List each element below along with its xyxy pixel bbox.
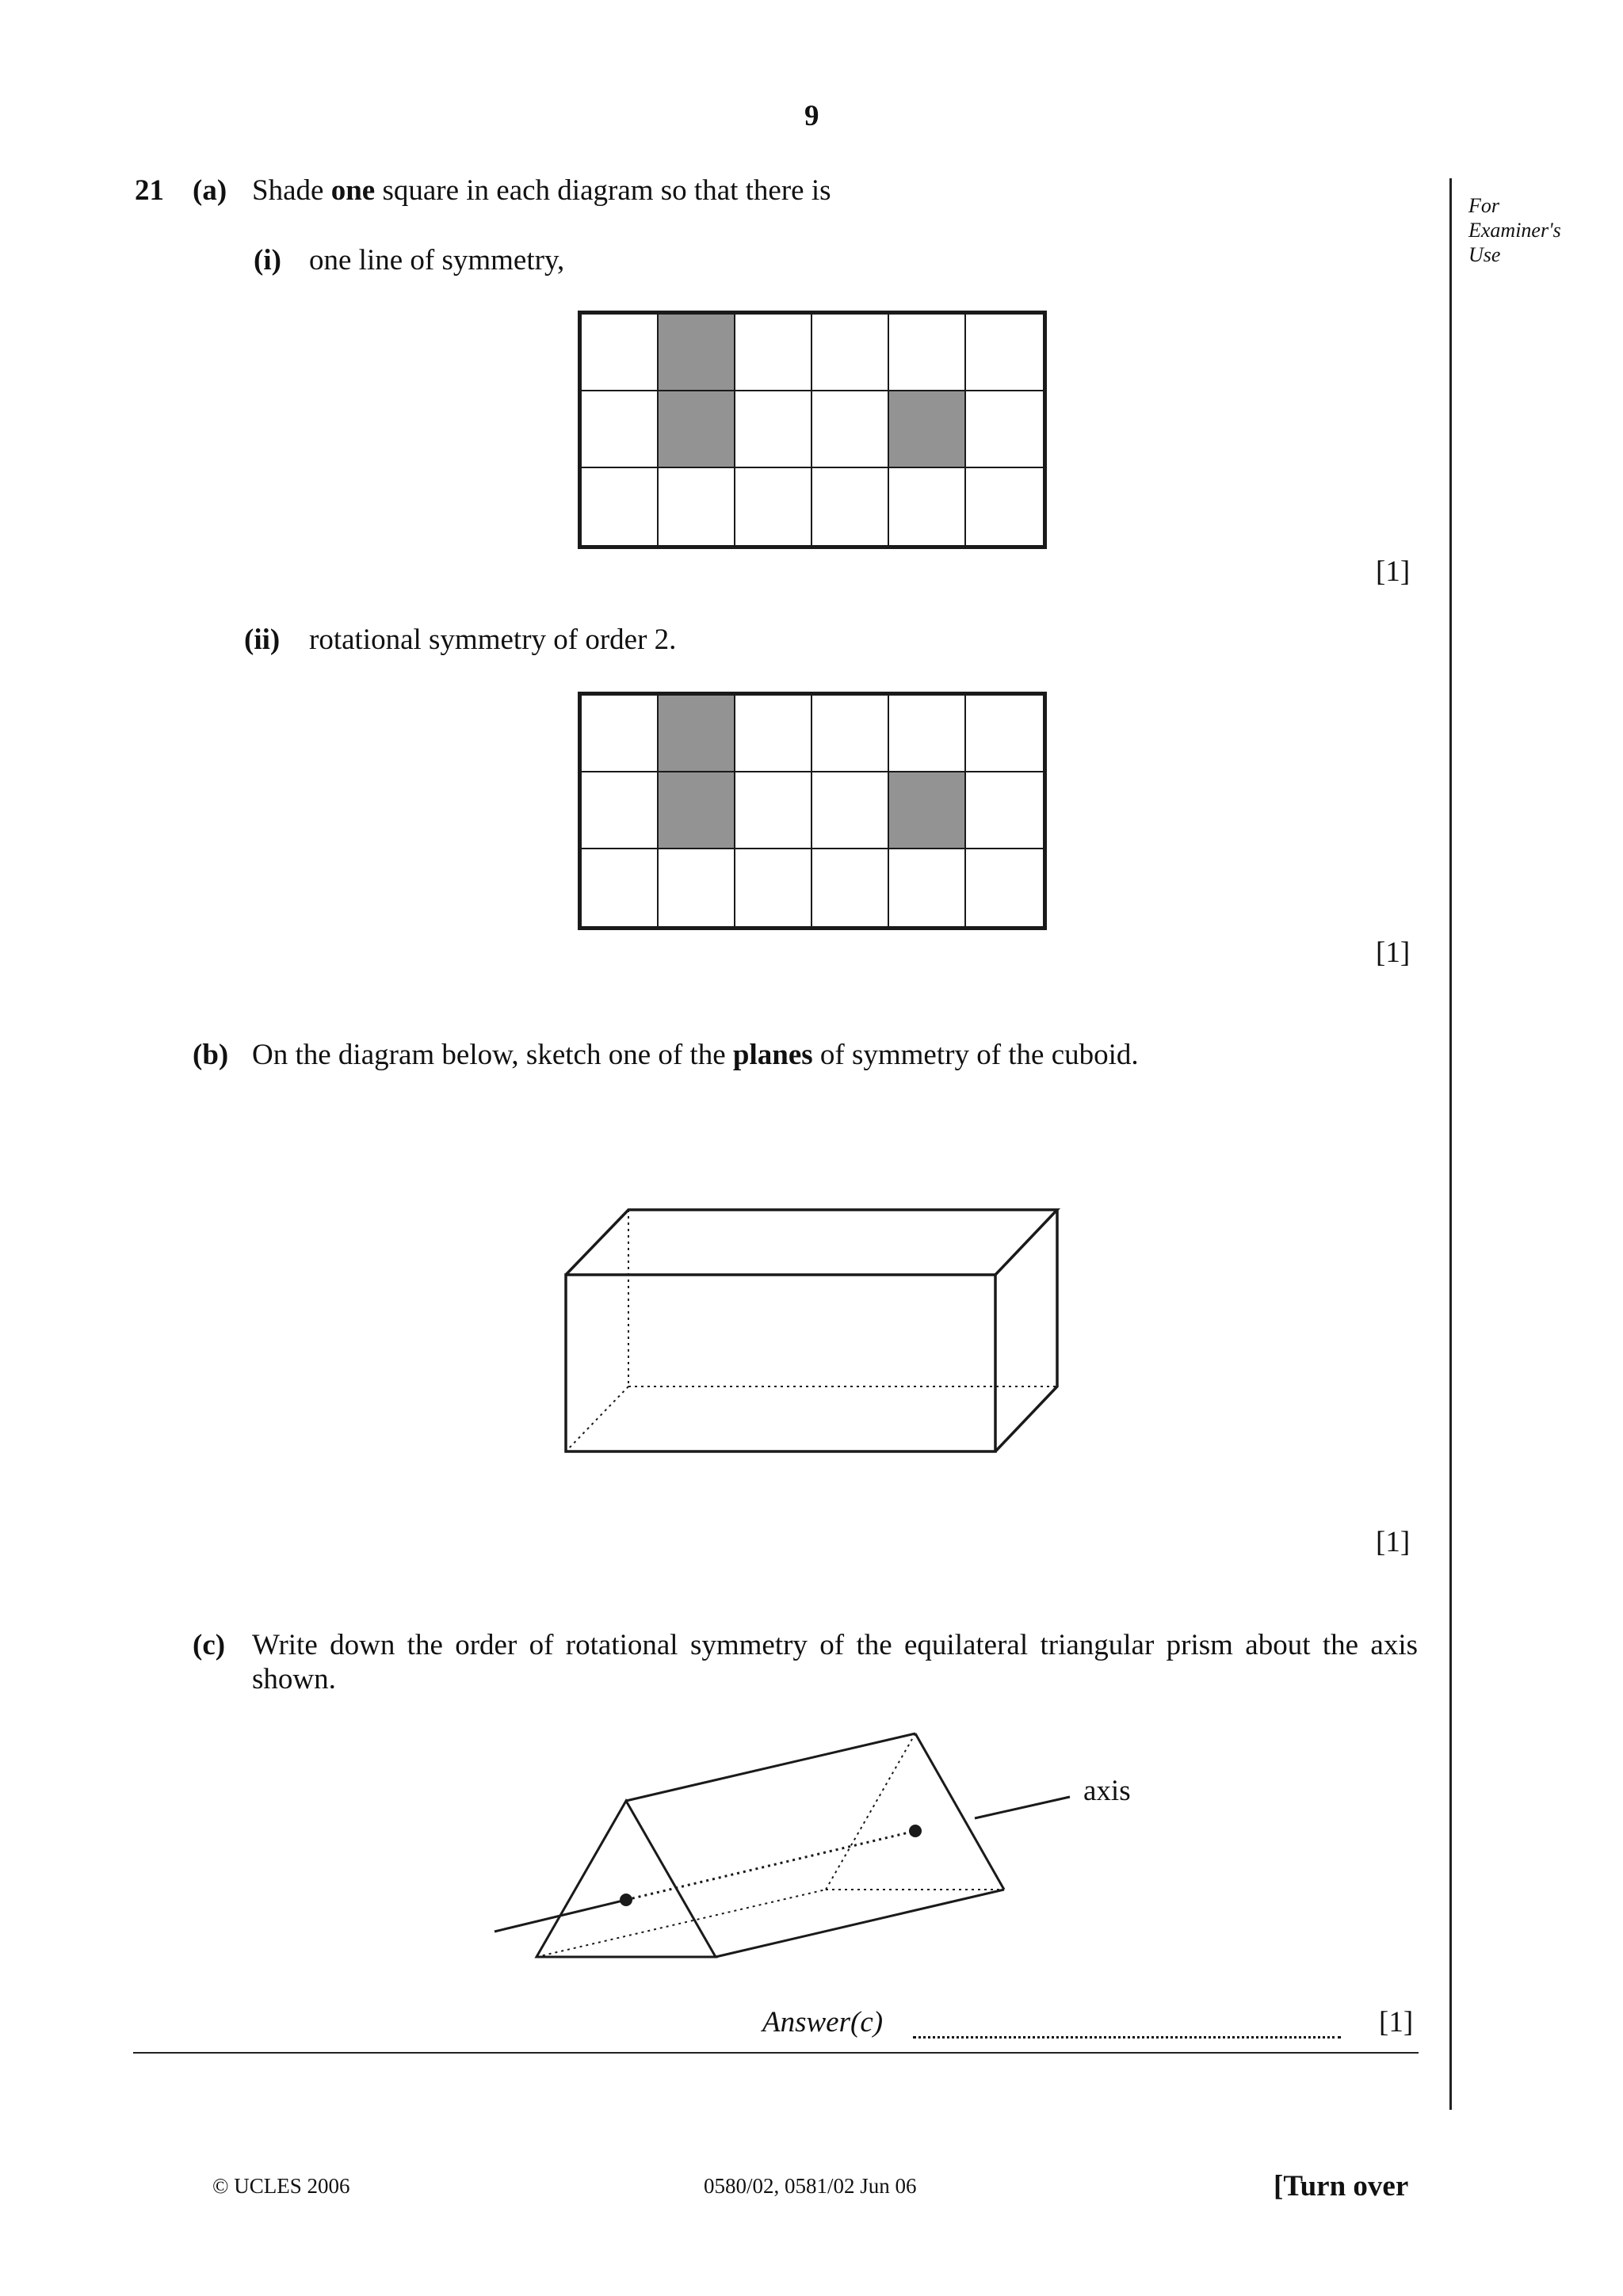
part-a-text-after: square in each diagram so that there is <box>382 174 831 207</box>
axis-label: axis <box>1083 1775 1131 1807</box>
page-number: 9 <box>804 100 819 132</box>
question-number: 21 <box>135 174 164 207</box>
turn-over: [Turn over <box>1274 2170 1409 2203</box>
footer-code: 0580/02, 0581/02 Jun 06 <box>704 2174 917 2198</box>
grid-cell[interactable] <box>812 391 889 468</box>
grid-cell[interactable] <box>966 696 1043 772</box>
grid-cell[interactable] <box>735 391 812 468</box>
sub-i-label: (i) <box>254 244 281 277</box>
part-c-text-line2: shown. <box>252 1663 336 1695</box>
part-b-text-bold: planes <box>732 1039 813 1071</box>
part-a-text-bold: one <box>330 174 376 207</box>
grid-cell[interactable] <box>582 772 659 849</box>
prism-bottom-edge <box>716 1890 1004 1957</box>
part-c-label: (c) <box>193 1629 226 1661</box>
part-c-text-line1: Write down the order of rotational symmetry of the equilateral triangular prism about the axis <box>252 1629 1418 1661</box>
grid-cell[interactable] <box>582 696 659 772</box>
axis-point-back <box>909 1825 922 1837</box>
grid-cell[interactable] <box>659 849 735 926</box>
grid-cell[interactable] <box>582 315 659 391</box>
sub-i-text: one line of symmetry, <box>309 244 565 277</box>
grid-cell[interactable] <box>812 772 889 849</box>
grid-cell[interactable] <box>812 696 889 772</box>
section-bottom-rule <box>133 2052 1419 2054</box>
answer-c-label: Answer(c) <box>762 2006 884 2039</box>
prism-top-edge <box>626 1733 915 1801</box>
grid-cell[interactable] <box>812 468 889 545</box>
grid-cell[interactable] <box>966 772 1043 849</box>
cuboid-front-face <box>566 1275 995 1451</box>
part-b-text-after: of symmetry of the cuboid. <box>819 1039 1139 1071</box>
grid-cell[interactable] <box>812 849 889 926</box>
cuboid-top-face <box>566 1210 1057 1275</box>
grid-cell[interactable] <box>582 849 659 926</box>
sub-ii-label: (ii) <box>244 624 281 656</box>
grid-cell[interactable] <box>735 849 812 926</box>
part-c-marks: [1] <box>1379 2006 1414 2039</box>
grid-cell-shaded[interactable] <box>889 391 966 468</box>
answer-c-input[interactable] <box>913 2031 1341 2039</box>
grid-cell-shaded[interactable] <box>659 772 735 849</box>
axis-line-outside-left <box>495 1900 626 1932</box>
grid-cell[interactable] <box>582 468 659 545</box>
grid-cell[interactable] <box>735 772 812 849</box>
grid-cell-shaded[interactable] <box>659 696 735 772</box>
cuboid-side-face <box>995 1210 1057 1451</box>
prism-front-triangle <box>537 1801 716 1957</box>
part-b-label: (b) <box>193 1039 229 1071</box>
grid-cell[interactable] <box>889 849 966 926</box>
prism-diagram[interactable] <box>475 1719 1094 1965</box>
symmetry-grid-i[interactable] <box>578 311 1047 549</box>
examiner-margin-rule <box>1449 178 1452 2110</box>
grid-cell[interactable] <box>966 391 1043 468</box>
grid-cell-shaded[interactable] <box>659 391 735 468</box>
sub-ii-marks: [1] <box>1376 936 1411 969</box>
part-a-text-before: Shade <box>252 174 324 207</box>
part-a-text <box>252 176 831 205</box>
sub-i-marks: [1] <box>1376 555 1411 588</box>
grid-cell[interactable] <box>735 315 812 391</box>
grid-cell[interactable] <box>735 696 812 772</box>
grid-cell[interactable] <box>812 315 889 391</box>
grid-cell-shaded[interactable] <box>889 772 966 849</box>
axis-line-outside-right <box>975 1797 1070 1818</box>
grid-cell[interactable] <box>889 468 966 545</box>
symmetry-grid-ii[interactable] <box>578 692 1047 930</box>
prism-back-edge <box>915 1733 1004 1890</box>
prism-hidden-edge <box>826 1733 915 1890</box>
part-b-text-before: On the diagram below, sketch one of the <box>252 1039 726 1071</box>
grid-cell[interactable] <box>889 696 966 772</box>
cuboid-diagram[interactable] <box>555 1196 1070 1458</box>
grid-cell[interactable] <box>966 315 1043 391</box>
grid-cell[interactable] <box>966 468 1043 545</box>
part-a-label: (a) <box>193 174 227 207</box>
prism-hidden-edge <box>537 1890 826 1957</box>
examiner-margin-note: For Examiner's Use <box>1468 194 1561 266</box>
part-b-marks: [1] <box>1376 1526 1411 1558</box>
grid-cell[interactable] <box>966 849 1043 926</box>
sub-ii-text: rotational symmetry of order 2. <box>309 624 677 656</box>
grid-cell-shaded[interactable] <box>659 315 735 391</box>
grid-cell[interactable] <box>735 468 812 545</box>
footer-copyright: © UCLES 2006 <box>212 2174 350 2198</box>
cuboid-hidden-edge <box>566 1386 628 1451</box>
grid-cell[interactable] <box>889 315 966 391</box>
axis-point-front <box>620 1894 632 1906</box>
grid-cell[interactable] <box>582 391 659 468</box>
part-b-text <box>252 1040 1139 1070</box>
grid-cell[interactable] <box>659 468 735 545</box>
